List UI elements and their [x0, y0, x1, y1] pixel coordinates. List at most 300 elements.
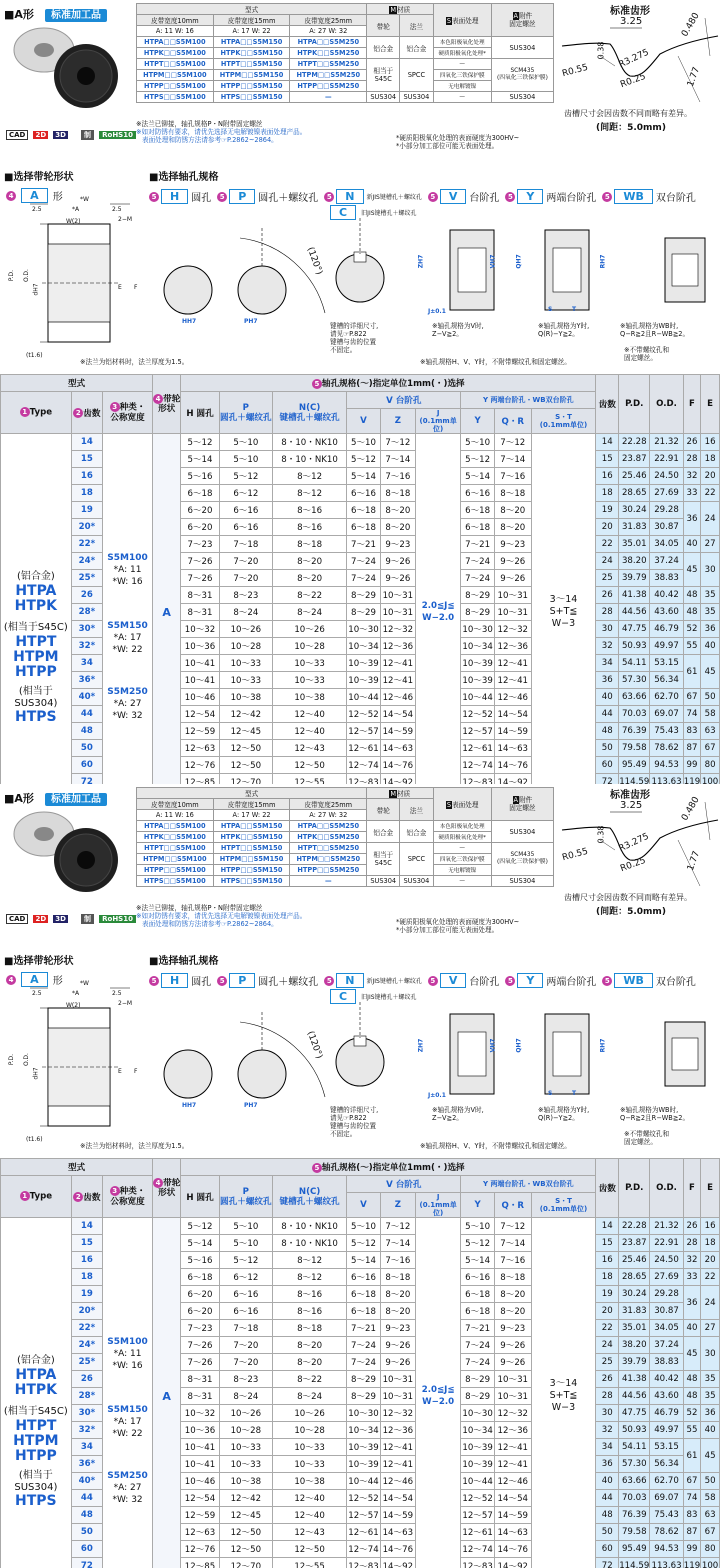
wb-note-4: 固定螺丝。 — [624, 1138, 657, 1146]
type-htpm[interactable]: HTPM — [13, 649, 59, 665]
od-cell: 62.70 — [650, 689, 683, 706]
teeth-cell[interactable]: 22* — [71, 1320, 102, 1337]
step-5-icon: 5 — [505, 976, 515, 986]
spec-cell: 铝合金 — [400, 821, 433, 843]
teeth-cell[interactable]: 36* — [71, 672, 102, 689]
shaft-y-cell: 7～21 — [461, 1320, 495, 1337]
teeth-cell[interactable]: 60 — [71, 1541, 102, 1558]
teeth-cell[interactable]: 18 — [71, 485, 102, 502]
dim-t: T — [572, 1090, 577, 1097]
type-htpk[interactable]: HTPK — [14, 598, 58, 614]
teeth-cell[interactable]: 16 — [71, 1252, 102, 1269]
shaft-z-cell: 14～63 — [380, 740, 415, 757]
v-note-1: ※轴孔规格为V时, — [432, 1106, 484, 1114]
e-cell: 45 — [701, 1439, 720, 1473]
spec-row — [137, 81, 554, 92]
shaft-v-cell: 5～12 — [347, 451, 381, 468]
shaft-qr-cell: 12～32 — [494, 621, 531, 638]
dim-a: *A — [72, 206, 80, 213]
shaft-p-cell: 5～10 — [219, 434, 272, 451]
pd-cell: 76.39 — [619, 1507, 650, 1524]
teeth2-cell: 44 — [596, 706, 619, 723]
shaft-p-cell: 10～33 — [219, 1439, 272, 1456]
shaft-h-button[interactable]: H — [161, 973, 188, 988]
teeth2-cell: 28 — [596, 604, 619, 621]
teeth-cell[interactable]: 20* — [71, 1303, 102, 1320]
shape-a-suffix: 形 — [52, 976, 63, 987]
shaft-qr-cell: 12～41 — [494, 1456, 531, 1473]
dim-vh7: VH7 — [489, 254, 497, 269]
cad-label[interactable]: CAD — [6, 130, 28, 140]
teeth-cell[interactable]: 19 — [71, 1286, 102, 1303]
shaft-qr-cell: 14～92 — [494, 774, 531, 785]
pd-cell: 50.93 — [619, 638, 650, 655]
tooth-dim-r055: R0.55 — [561, 846, 590, 864]
shaft-h-cell: 8～31 — [181, 604, 219, 621]
type-htpp[interactable]: HTPP — [14, 1448, 57, 1464]
shaft-v-cell: 12～61 — [347, 740, 381, 757]
teeth-cell[interactable]: 30* — [71, 621, 102, 638]
shaft-p-cell: 8～24 — [219, 604, 272, 621]
dim-f: F — [134, 1068, 138, 1075]
spec-cell: SUS304 — [367, 876, 400, 887]
shaft-qr-cell: 12～32 — [494, 1405, 531, 1422]
f-cell: 99 — [683, 1541, 700, 1558]
shaft-n-text: 新JIS键槽孔＋螺纹孔 — [366, 194, 422, 201]
e-cell: 18 — [701, 1235, 720, 1252]
head-type: Type — [29, 407, 53, 418]
shaft-z-cell: 10～31 — [380, 1371, 415, 1388]
teeth-cell[interactable]: 44 — [71, 1490, 102, 1507]
shaft-qr-cell: 9～23 — [494, 1320, 531, 1337]
shaft-z-cell: 8～20 — [380, 502, 415, 519]
teeth-cell[interactable]: 72 — [71, 774, 102, 785]
shaft-n-cell: 8・10・NK10 — [272, 1218, 346, 1235]
shaft-z-cell: 12～41 — [380, 655, 415, 672]
head-v-group: V 台阶孔 — [347, 1176, 461, 1193]
table-row — [1, 1218, 720, 1235]
teeth-cell[interactable]: 34 — [71, 655, 102, 672]
cad-3d-button[interactable]: 3D — [55, 131, 66, 139]
od-cell: 75.43 — [650, 1507, 683, 1524]
shaft-h-button[interactable]: H — [161, 189, 188, 204]
note-hardness: *硬质阳极氧化处理的表面硬度为300HV~ — [396, 918, 520, 926]
shaft-p-button[interactable]: P — [229, 973, 255, 988]
shaft-v-cell: 7～21 — [347, 1320, 381, 1337]
attach-badge: A — [513, 12, 519, 20]
f-cell: 36 — [683, 1286, 700, 1320]
shape-a-button[interactable]: A — [21, 188, 48, 203]
shaft-c-button[interactable]: C — [330, 205, 356, 220]
step-2-icon: 2 — [73, 1192, 83, 1202]
kind-s5m250[interactable]: S5M250 — [107, 687, 148, 697]
shape-title: ■A形 — [4, 8, 34, 21]
teeth-cell[interactable]: 22* — [71, 536, 102, 553]
shaft-qr-cell: 14～59 — [494, 1507, 531, 1524]
teeth2-cell: 18 — [596, 1269, 619, 1286]
spec-cell: SCM435 (四氧化三铁保护膜) — [491, 59, 553, 92]
tooth-dim-r3275: R3.275 — [617, 47, 651, 71]
teeth-cell[interactable]: 36* — [71, 1456, 102, 1473]
type-htpk[interactable]: HTPK — [14, 1382, 58, 1398]
teeth-cell[interactable]: 50 — [71, 740, 102, 757]
teeth2-cell: 72 — [596, 1558, 619, 1568]
dim-w2: W(2) — [66, 218, 81, 225]
shaft-y-cell: 5～14 — [461, 468, 495, 485]
od-cell: 43.60 — [650, 604, 683, 621]
teeth-cell[interactable]: 44 — [71, 706, 102, 723]
shaft-h-cell: 6～20 — [181, 502, 219, 519]
wb-extra-note — [624, 346, 669, 362]
shape-a-cell[interactable]: A — [153, 434, 181, 785]
type-htpt[interactable]: HTPT — [15, 634, 57, 650]
shaft-n-cell: 10～38 — [272, 1473, 346, 1490]
step-5-icon: 5 — [428, 976, 438, 986]
dim-2m: 2−M — [118, 216, 133, 223]
teeth-cell[interactable]: 26 — [71, 1371, 102, 1388]
type-htpp[interactable]: HTPP — [14, 664, 57, 680]
spec-cell: HTPP□□S5M150 — [213, 81, 290, 92]
shaft-p-cell: 5～10 — [219, 1235, 272, 1252]
note-surface-ref[interactable]: 表面处理和防锈方法请参考☞P.2862~2864。 — [142, 136, 278, 144]
spec-cell: 铝合金 — [367, 37, 400, 59]
shape-a-button[interactable]: A — [21, 972, 48, 987]
teeth-cell[interactable]: 24* — [71, 1337, 102, 1354]
shaft-n-cell: 12～55 — [272, 774, 346, 785]
spec-row — [137, 854, 554, 865]
shaft-p-cell: 10～33 — [219, 672, 272, 689]
f-cell: 67 — [683, 689, 700, 706]
shaft-v-cell: 8～29 — [347, 604, 381, 621]
shaft-z-cell: 12～41 — [380, 1439, 415, 1456]
teeth2-cell: 36 — [596, 672, 619, 689]
cad-badges — [6, 906, 136, 925]
teeth-cell[interactable]: 32* — [71, 1422, 102, 1439]
shaft-qr-cell: 7～16 — [494, 1252, 531, 1269]
shaft-p-cell: 10～33 — [219, 1456, 272, 1473]
shaft-n-cell: 8～12 — [272, 1269, 346, 1286]
teeth-cell[interactable]: 72 — [71, 1558, 102, 1568]
spec-cell: 铝合金 — [367, 821, 400, 843]
shaft-qr-cell: 14～63 — [494, 1524, 531, 1541]
kind-s5m100[interactable]: S5M100 — [107, 553, 148, 563]
shaft-c-button[interactable]: C — [330, 989, 356, 1004]
shaft-h-cell: 12～76 — [181, 1541, 219, 1558]
kind-s5m100[interactable]: S5M100 — [107, 1337, 148, 1347]
shaft-n-cell: 8～16 — [272, 502, 346, 519]
teeth-cell[interactable]: 32* — [71, 638, 102, 655]
od-cell: 94.53 — [650, 1541, 683, 1558]
step-5-icon: 5 — [149, 976, 159, 986]
cad-label[interactable]: CAD — [6, 914, 28, 924]
teeth2-cell: 25 — [596, 1354, 619, 1371]
v-note — [432, 1106, 484, 1122]
teeth-cell[interactable]: 26 — [71, 587, 102, 604]
dim-e: E — [118, 1068, 122, 1075]
spec-cell: HTPK□□S5M250 — [290, 832, 367, 843]
spec-head-material: 材质 — [397, 790, 411, 798]
teeth2-cell: 34 — [596, 655, 619, 672]
shaft-n-cell: 10～38 — [272, 689, 346, 706]
od-cell: 46.79 — [650, 1405, 683, 1422]
kind1-a: *A: 11 — [113, 1349, 142, 1359]
table-row — [1, 434, 720, 451]
kind-s5m150[interactable]: S5M150 — [107, 1405, 148, 1415]
shaft-y-cell: 8～29 — [461, 1371, 495, 1388]
shaft-y-button[interactable]: Y — [517, 189, 543, 204]
f-cell: 87 — [683, 740, 700, 757]
type-s45-label: (相当于S45C) — [3, 622, 68, 633]
teeth2-cell: 19 — [596, 502, 619, 519]
shaft-v-cell: 12～57 — [347, 723, 381, 740]
shaft-z-cell: 8～20 — [380, 519, 415, 536]
kind2-w: *W: 22 — [112, 1429, 143, 1439]
teeth-cell[interactable]: 19 — [71, 502, 102, 519]
catalog-section-lower — [0, 784, 720, 1568]
spec-cell: HTPA□□S5M250 — [290, 821, 367, 832]
shaft-v-button[interactable]: V — [440, 973, 467, 988]
teeth-cell[interactable]: 48 — [71, 1507, 102, 1524]
pd-cell: 50.93 — [619, 1422, 650, 1439]
shaft-n-cell: 12～40 — [272, 1490, 346, 1507]
teeth-cell[interactable]: 50 — [71, 1524, 102, 1541]
teeth-cell[interactable]: 34 — [71, 1439, 102, 1456]
teeth2-cell: 22 — [596, 536, 619, 553]
head-st: S・T (0.1mm单位) — [531, 409, 596, 434]
shaft-z-cell: 9～23 — [380, 536, 415, 553]
head-pd: P.D. — [619, 375, 650, 434]
teeth2-cell: 24 — [596, 1337, 619, 1354]
type-htpm[interactable]: HTPM — [13, 1433, 59, 1449]
step-hole-drawings — [420, 218, 720, 328]
keyway-note-2[interactable]: 请见☞P.822 — [330, 1114, 367, 1122]
shaft-n-cell: 12～40 — [272, 1507, 346, 1524]
shaft-options — [149, 970, 719, 989]
shaft-n-button[interactable]: N — [336, 973, 363, 988]
type-htps[interactable]: HTPS — [15, 1493, 57, 1509]
wb-note — [620, 322, 689, 338]
dim-w: *W — [80, 196, 89, 203]
step-5-icon: 5 — [602, 192, 612, 202]
spec-cell: HTPT□□S5M100 — [137, 59, 214, 70]
od-cell: 21.32 — [650, 434, 683, 451]
shaft-z-cell: 12～36 — [380, 638, 415, 655]
shaft-p-cell: 6～12 — [219, 485, 272, 502]
step-4b-icon: 4 — [153, 1178, 163, 1188]
shaft-wb-button[interactable]: WB — [614, 973, 653, 988]
keyway-note-4: 不固定。 — [330, 1130, 357, 1138]
shaft-p-cell: 12～42 — [219, 1490, 272, 1507]
j-range-cell: 2.0≦J≦ W−2.0 — [415, 1218, 460, 1568]
spec-cell: SUS304 — [491, 37, 553, 59]
type-htpt[interactable]: HTPT — [15, 1418, 57, 1434]
keyway-note-1: 键槽的详细尺寸, — [330, 322, 379, 330]
shaft-v-cell: 10～30 — [347, 621, 381, 638]
keyway-note-2[interactable]: 请见☞P.822 — [330, 330, 367, 338]
teeth2-cell: 30 — [596, 621, 619, 638]
step-5-icon: 5 — [324, 976, 334, 986]
shaft-y-cell: 12～83 — [461, 774, 495, 785]
f-cell: 32 — [683, 1252, 700, 1269]
note-hardness: *硬质阳极氧化处理的表面硬度为300HV~ — [396, 134, 520, 142]
shaft-p-button[interactable]: P — [229, 189, 255, 204]
shaft-v-button[interactable]: V — [440, 189, 467, 204]
shaft-h-cell: 12～85 — [181, 774, 219, 785]
teeth-cell[interactable]: 15 — [71, 451, 102, 468]
od-cell: 69.07 — [650, 706, 683, 723]
head-v: V — [347, 1193, 381, 1218]
teeth-cell[interactable]: 24* — [71, 553, 102, 570]
shaft-y-button[interactable]: Y — [517, 973, 543, 988]
shaft-option-wb — [602, 970, 696, 989]
teeth-cell[interactable]: 25* — [71, 1354, 102, 1371]
shaft-y-cell: 5～12 — [461, 1235, 495, 1252]
dim-s: S — [548, 1090, 553, 1097]
spec-cell: 四氧化三铁保护膜 — [433, 854, 491, 865]
teeth-cell[interactable]: 28* — [71, 604, 102, 621]
kind-s5m150[interactable]: S5M150 — [107, 621, 148, 631]
type-htpa[interactable]: HTPA — [15, 583, 57, 599]
spec-cell: — — [290, 92, 367, 103]
e-cell: 35 — [701, 1388, 720, 1405]
shaft-h-cell: 10～36 — [181, 638, 219, 655]
cad-3d-button[interactable]: 3D — [55, 915, 66, 923]
kind-s5m250[interactable]: S5M250 — [107, 1471, 148, 1481]
shaft-y-cell: 10～34 — [461, 638, 495, 655]
type-htpa[interactable]: HTPA — [15, 1367, 57, 1383]
teeth-cell[interactable]: 28* — [71, 1388, 102, 1405]
teeth-cell[interactable]: 14 — [71, 434, 102, 451]
teeth-cell[interactable]: 16 — [71, 468, 102, 485]
spec-cell: HTPA□□S5M150 — [213, 37, 290, 48]
type-htps[interactable]: HTPS — [15, 709, 57, 725]
shaft-n-cell: 8～20 — [272, 1354, 346, 1371]
teeth-cell[interactable]: 40* — [71, 1473, 102, 1490]
e-cell: 45 — [701, 655, 720, 689]
shaft-z-cell: 7～12 — [380, 1218, 415, 1235]
dim-j: J±0.1 — [428, 1092, 446, 1099]
e-cell: 24 — [701, 1286, 720, 1320]
teeth-cell[interactable]: 18 — [71, 1269, 102, 1286]
dim-zh7: ZH7 — [417, 1038, 425, 1053]
teeth-cell[interactable]: 30* — [71, 1405, 102, 1422]
shaft-p-cell: 12～50 — [219, 1541, 272, 1558]
note-rust: ※如对防锈有要求，请优先选择无电解镀镍表面处理产品。 — [136, 912, 307, 920]
dim-25-left: 2.5 — [32, 206, 42, 213]
head-od: O.D. — [650, 1159, 683, 1218]
shaft-v-cell: 6～18 — [347, 519, 381, 536]
spec-cell: 本色阳极氧化处理 — [433, 821, 491, 832]
shaft-n-cell: 8・10・NK10 — [272, 451, 346, 468]
teeth-cell[interactable]: 20* — [71, 519, 102, 536]
keyway-note-3: 键槽与齿的位置 — [330, 1122, 377, 1130]
head-kind: 种类・ 公称宽度 — [110, 1186, 146, 1207]
shaft-h-cell: 10～41 — [181, 1456, 219, 1473]
e-cell: 36 — [701, 621, 720, 638]
teeth-cell[interactable]: 60 — [71, 757, 102, 774]
wb-note-2: Q−R≧2且R−WB≧2。 — [620, 330, 690, 338]
shaft-v-cell: 5～14 — [347, 468, 381, 485]
dim-t: T — [572, 306, 577, 313]
pd-cell: 41.38 — [619, 1371, 650, 1388]
shaft-p-cell: 8～24 — [219, 1388, 272, 1405]
od-cell: 22.91 — [650, 451, 683, 468]
tooth-profile — [560, 2, 720, 137]
head-p: P 圆孔＋螺纹孔 — [219, 392, 272, 434]
cad-2d-button[interactable]: 2D — [35, 131, 47, 139]
e-cell: 20 — [701, 1252, 720, 1269]
shaft-z-cell: 12～41 — [380, 1456, 415, 1473]
head-teeth-2: 齿数 — [596, 1159, 619, 1218]
spec-notes-right — [396, 134, 566, 150]
step-4-icon: 4 — [6, 975, 16, 985]
pd-cell: 76.39 — [619, 723, 650, 740]
shaft-y-cell: 10～30 — [461, 621, 495, 638]
e-cell: 16 — [701, 434, 720, 451]
shaft-p-cell: 12～45 — [219, 723, 272, 740]
pd-cell: 114.59 — [619, 774, 650, 785]
teeth-cell[interactable]: 40* — [71, 689, 102, 706]
shaft-y-cell: 12～83 — [461, 1558, 495, 1568]
spec-cell: HTPK□□S5M150 — [213, 48, 290, 59]
standard-badge: 标准加工品 — [45, 9, 107, 22]
keyway-note — [330, 322, 378, 354]
teeth-cell[interactable]: 14 — [71, 1218, 102, 1235]
teeth-cell[interactable]: 25* — [71, 570, 102, 587]
spec-cell: HTPP□□S5M100 — [137, 81, 214, 92]
dim-hh7: HH7 — [182, 1102, 197, 1109]
shaft-qr-cell: 8～18 — [494, 485, 531, 502]
teeth2-cell: 24 — [596, 553, 619, 570]
f-cell: 83 — [683, 1507, 700, 1524]
shaft-z-cell: 14～54 — [380, 1490, 415, 1507]
pd-cell: 41.38 — [619, 587, 650, 604]
kind2-w: *W: 22 — [112, 645, 143, 655]
shaft-n-cell: 12～43 — [272, 740, 346, 757]
v-note — [432, 322, 484, 338]
teeth-cell[interactable]: 15 — [71, 1235, 102, 1252]
shaft-n-button[interactable]: N — [336, 189, 363, 204]
shaft-section-title: ■选择轴孔规格 — [149, 956, 219, 967]
product-image — [6, 18, 126, 113]
tooth-dim-325: 3.25 — [620, 800, 643, 811]
shaft-option-h — [149, 970, 211, 989]
spec-cell: — — [433, 843, 491, 854]
shape-a-cell[interactable]: A — [153, 1218, 181, 1568]
shaft-p-cell: 6～16 — [219, 502, 272, 519]
tooth-dim-038: 0.38 — [596, 41, 606, 60]
f-cell: 83 — [683, 723, 700, 740]
teeth2-cell: 60 — [596, 757, 619, 774]
dim-rh7: RH7 — [599, 1038, 607, 1053]
shaft-qr-cell: 12～46 — [494, 1473, 531, 1490]
pd-cell: 79.58 — [619, 1524, 650, 1541]
shaft-option-v — [428, 186, 500, 205]
dim-25-left: 2.5 — [32, 990, 42, 997]
type-al-label: (铝合金) — [16, 1355, 55, 1366]
material-badge: M — [390, 6, 397, 14]
shaft-y-cell: 10～44 — [461, 689, 495, 706]
dim-w2: W(2) — [66, 1002, 81, 1009]
cad-2d-button[interactable]: 2D — [35, 915, 47, 923]
step-5-icon: 5 — [312, 1163, 322, 1173]
teeth-cell[interactable]: 48 — [71, 723, 102, 740]
shaft-wb-button[interactable]: WB — [614, 189, 653, 204]
shaft-h-cell: 8～31 — [181, 1388, 219, 1405]
note-surface-ref[interactable]: 表面处理和防锈方法请参考☞P.2862~2864。 — [142, 920, 278, 928]
shaft-option-h — [149, 186, 211, 205]
spec-col-w25: 皮带宽度25mm — [290, 799, 367, 810]
